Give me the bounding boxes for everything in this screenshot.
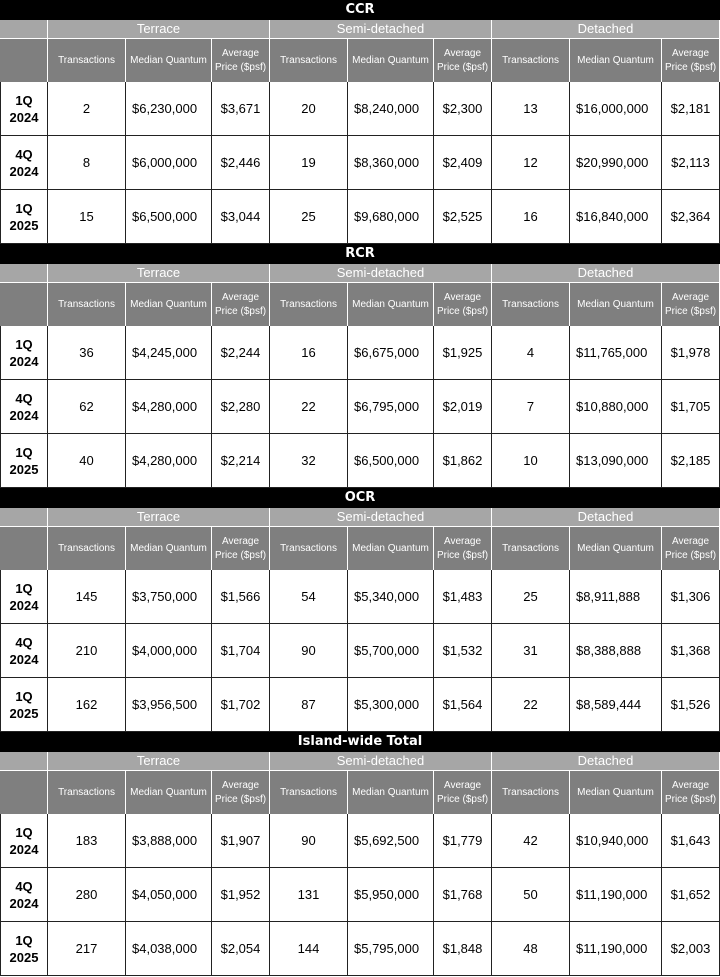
table-cell: 36: [48, 326, 126, 380]
table-cell: $6,795,000: [348, 380, 434, 434]
column-header: Transactions: [492, 770, 570, 814]
table-row: [0, 678, 720, 732]
table-cell: 25: [492, 570, 570, 624]
group-header: Semi-detached: [270, 264, 492, 282]
table-cell: $2,300: [434, 82, 492, 136]
table-row: [0, 434, 720, 488]
table-cell: $1,862: [434, 434, 492, 488]
table-cell: 12: [492, 136, 570, 190]
group-header: Semi-detached: [270, 20, 492, 38]
column-header: Median Quantum: [570, 38, 662, 82]
table-cell: $1,532: [434, 624, 492, 678]
table-cell: 4: [492, 326, 570, 380]
table-cell: 217: [48, 922, 126, 976]
table-cell: $9,680,000: [348, 190, 434, 244]
group-header-row: [0, 264, 720, 282]
table-cell: $1,526: [662, 678, 720, 732]
table-cell: 162: [48, 678, 126, 732]
column-header: Average Price ($psf): [212, 38, 270, 82]
table-row: [0, 570, 720, 624]
table-cell: $11,765,000: [570, 326, 662, 380]
table-cell: $8,388,888: [570, 624, 662, 678]
table-cell: 42: [492, 814, 570, 868]
column-header: Transactions: [48, 770, 126, 814]
column-header-row: [0, 770, 720, 814]
table-cell: $5,700,000: [348, 624, 434, 678]
table-cell: 15: [48, 190, 126, 244]
table-cell: 183: [48, 814, 126, 868]
table-cell: 40: [48, 434, 126, 488]
table-cell: 280: [48, 868, 126, 922]
corner-cell: [0, 752, 48, 770]
table-cell: $5,795,000: [348, 922, 434, 976]
table-cell: $3,750,000: [126, 570, 212, 624]
table-row: [0, 922, 720, 976]
table-cell: $5,300,000: [348, 678, 434, 732]
group-header: Semi-detached: [270, 752, 492, 770]
table-row: [0, 868, 720, 922]
table-cell: $10,940,000: [570, 814, 662, 868]
column-header: Transactions: [48, 282, 126, 326]
table-cell: 87: [270, 678, 348, 732]
table-cell: $1,368: [662, 624, 720, 678]
table-cell: $16,000,000: [570, 82, 662, 136]
period-label: 1Q 2025: [0, 190, 48, 244]
column-header: Transactions: [270, 282, 348, 326]
table-cell: 16: [492, 190, 570, 244]
region-title: OCR: [0, 488, 720, 508]
table-cell: $1,652: [662, 868, 720, 922]
table-cell: 19: [270, 136, 348, 190]
table-cell: $1,564: [434, 678, 492, 732]
table-cell: $2,185: [662, 434, 720, 488]
table-cell: $2,525: [434, 190, 492, 244]
period-label: 1Q 2025: [0, 922, 48, 976]
table-cell: 10: [492, 434, 570, 488]
table-cell: $4,245,000: [126, 326, 212, 380]
table-cell: 32: [270, 434, 348, 488]
table-cell: 54: [270, 570, 348, 624]
corner-cell: [0, 264, 48, 282]
table-cell: 25: [270, 190, 348, 244]
group-header: Terrace: [48, 264, 270, 282]
corner-cell: [0, 508, 48, 526]
table-row: [0, 82, 720, 136]
period-label: 4Q 2024: [0, 136, 48, 190]
group-header: Terrace: [48, 20, 270, 38]
table-cell: $5,340,000: [348, 570, 434, 624]
table-cell: $1,704: [212, 624, 270, 678]
column-header: Median Quantum: [570, 282, 662, 326]
region-block: [0, 732, 720, 976]
table-cell: $8,911,888: [570, 570, 662, 624]
table-cell: 144: [270, 922, 348, 976]
table-cell: 145: [48, 570, 126, 624]
table-cell: 22: [270, 380, 348, 434]
column-header-row: [0, 526, 720, 570]
table-cell: $1,702: [212, 678, 270, 732]
column-header: Median Quantum: [348, 526, 434, 570]
table-cell: 8: [48, 136, 126, 190]
table-cell: $8,589,444: [570, 678, 662, 732]
table-cell: $2,113: [662, 136, 720, 190]
column-header: Average Price ($psf): [434, 38, 492, 82]
group-header: Terrace: [48, 752, 270, 770]
group-header: Detached: [492, 752, 720, 770]
table-cell: 16: [270, 326, 348, 380]
period-label: 1Q 2024: [0, 82, 48, 136]
table-cell: $6,230,000: [126, 82, 212, 136]
table-cell: $2,364: [662, 190, 720, 244]
table-cell: $5,950,000: [348, 868, 434, 922]
group-header-row: [0, 20, 720, 38]
table-cell: $8,360,000: [348, 136, 434, 190]
table-cell: $4,038,000: [126, 922, 212, 976]
column-header: Transactions: [270, 526, 348, 570]
table-cell: $2,181: [662, 82, 720, 136]
group-header: Detached: [492, 20, 720, 38]
corner-cell: [0, 770, 48, 814]
column-header: Transactions: [492, 38, 570, 82]
table-cell: $4,050,000: [126, 868, 212, 922]
table-cell: 7: [492, 380, 570, 434]
table-cell: 131: [270, 868, 348, 922]
table-cell: $1,768: [434, 868, 492, 922]
table-cell: 90: [270, 814, 348, 868]
period-label: 4Q 2024: [0, 624, 48, 678]
table-cell: $1,566: [212, 570, 270, 624]
region-block: [0, 244, 720, 488]
column-header-row: [0, 38, 720, 82]
period-label: 1Q 2025: [0, 434, 48, 488]
table-cell: 210: [48, 624, 126, 678]
table-cell: $3,671: [212, 82, 270, 136]
table-cell: $1,848: [434, 922, 492, 976]
table-cell: $13,090,000: [570, 434, 662, 488]
table-cell: 2: [48, 82, 126, 136]
table-cell: $8,240,000: [348, 82, 434, 136]
column-header: Median Quantum: [126, 282, 212, 326]
table-cell: $3,888,000: [126, 814, 212, 868]
group-header: Terrace: [48, 508, 270, 526]
table-cell: $11,190,000: [570, 868, 662, 922]
region-title: CCR: [0, 0, 720, 20]
column-header: Transactions: [492, 526, 570, 570]
group-header-row: [0, 752, 720, 770]
column-header: Average Price ($psf): [662, 282, 720, 326]
table-cell: $5,692,500: [348, 814, 434, 868]
period-label: 4Q 2024: [0, 380, 48, 434]
column-header: Median Quantum: [348, 770, 434, 814]
column-header: Average Price ($psf): [434, 526, 492, 570]
table-cell: $1,306: [662, 570, 720, 624]
table-cell: $2,214: [212, 434, 270, 488]
table-row: [0, 326, 720, 380]
table-cell: $2,003: [662, 922, 720, 976]
table-cell: 22: [492, 678, 570, 732]
corner-cell: [0, 20, 48, 38]
column-header: Median Quantum: [348, 282, 434, 326]
column-header: Median Quantum: [126, 526, 212, 570]
table-cell: 62: [48, 380, 126, 434]
region-block: [0, 488, 720, 732]
table-cell: $6,500,000: [348, 434, 434, 488]
column-header: Average Price ($psf): [212, 770, 270, 814]
column-header: Transactions: [48, 38, 126, 82]
table-cell: $1,705: [662, 380, 720, 434]
region-block: [0, 0, 720, 244]
column-header: Average Price ($psf): [212, 282, 270, 326]
table-cell: $2,446: [212, 136, 270, 190]
table-row: [0, 136, 720, 190]
table-cell: $1,643: [662, 814, 720, 868]
column-header: Transactions: [270, 38, 348, 82]
region-title: RCR: [0, 244, 720, 264]
group-header-row: [0, 508, 720, 526]
table-cell: 31: [492, 624, 570, 678]
column-header: Average Price ($psf): [662, 526, 720, 570]
table-cell: $1,907: [212, 814, 270, 868]
corner-cell: [0, 38, 48, 82]
table-cell: $6,500,000: [126, 190, 212, 244]
table-row: [0, 814, 720, 868]
table-cell: $4,280,000: [126, 380, 212, 434]
corner-cell: [0, 526, 48, 570]
table-row: [0, 624, 720, 678]
column-header-row: [0, 282, 720, 326]
table-cell: 50: [492, 868, 570, 922]
table-row: [0, 380, 720, 434]
table-cell: $1,483: [434, 570, 492, 624]
period-label: 1Q 2025: [0, 678, 48, 732]
table-cell: $1,952: [212, 868, 270, 922]
table-cell: $4,280,000: [126, 434, 212, 488]
column-header: Median Quantum: [126, 38, 212, 82]
column-header: Median Quantum: [570, 526, 662, 570]
corner-cell: [0, 282, 48, 326]
period-label: 1Q 2024: [0, 570, 48, 624]
table-cell: $2,280: [212, 380, 270, 434]
table-cell: 48: [492, 922, 570, 976]
region-title: Island-wide Total: [0, 732, 720, 752]
column-header: Average Price ($psf): [662, 770, 720, 814]
column-header: Average Price ($psf): [434, 770, 492, 814]
table-cell: $3,044: [212, 190, 270, 244]
table-cell: $3,956,500: [126, 678, 212, 732]
column-header: Median Quantum: [570, 770, 662, 814]
column-header: Average Price ($psf): [434, 282, 492, 326]
group-header: Detached: [492, 264, 720, 282]
column-header: Transactions: [492, 282, 570, 326]
table-cell: $1,779: [434, 814, 492, 868]
table-cell: 90: [270, 624, 348, 678]
table-cell: 20: [270, 82, 348, 136]
period-label: 4Q 2024: [0, 868, 48, 922]
column-header: Average Price ($psf): [662, 38, 720, 82]
column-header: Median Quantum: [126, 770, 212, 814]
column-header: Transactions: [48, 526, 126, 570]
table-cell: $2,244: [212, 326, 270, 380]
group-header: Detached: [492, 508, 720, 526]
column-header: Transactions: [270, 770, 348, 814]
table-cell: $6,675,000: [348, 326, 434, 380]
table-cell: $2,019: [434, 380, 492, 434]
period-label: 1Q 2024: [0, 326, 48, 380]
table-cell: $4,000,000: [126, 624, 212, 678]
table-cell: $1,978: [662, 326, 720, 380]
table-cell: 13: [492, 82, 570, 136]
table-cell: $2,054: [212, 922, 270, 976]
table-cell: $1,925: [434, 326, 492, 380]
table-row: [0, 190, 720, 244]
column-header: Median Quantum: [348, 38, 434, 82]
table-cell: $10,880,000: [570, 380, 662, 434]
table-cell: $11,190,000: [570, 922, 662, 976]
column-header: Average Price ($psf): [212, 526, 270, 570]
table-cell: $20,990,000: [570, 136, 662, 190]
period-label: 1Q 2024: [0, 814, 48, 868]
table-cell: $16,840,000: [570, 190, 662, 244]
table-cell: $6,000,000: [126, 136, 212, 190]
table-cell: $2,409: [434, 136, 492, 190]
group-header: Semi-detached: [270, 508, 492, 526]
